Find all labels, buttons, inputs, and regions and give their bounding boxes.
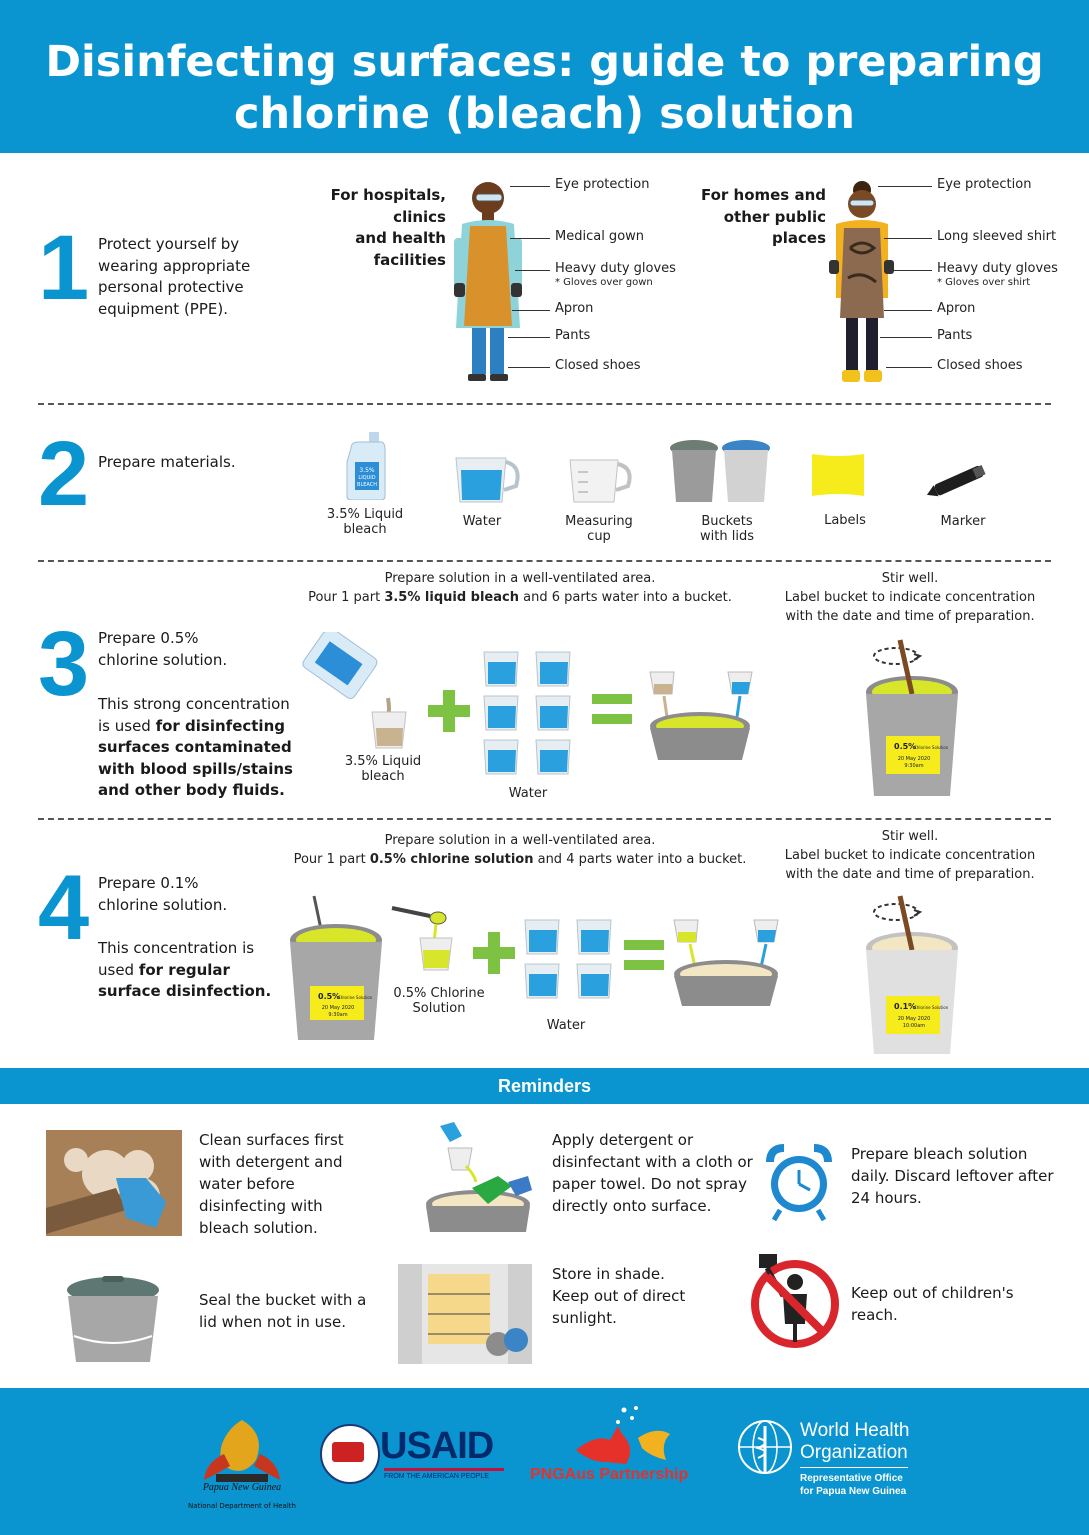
heading-line: and health facilities bbox=[355, 229, 446, 269]
material-label-water: Water bbox=[462, 514, 502, 529]
step3-description-b bbox=[98, 694, 293, 802]
reminder-line: daily. Discard leftover after bbox=[851, 1167, 1054, 1185]
step4-stir-instruction bbox=[772, 827, 1048, 884]
who-line: World Health bbox=[800, 1420, 910, 1441]
step4-description-a bbox=[98, 873, 227, 916]
usaid-text: USAID bbox=[380, 1425, 494, 1467]
step4-solution-label bbox=[386, 986, 492, 1016]
step-number-1: 1 bbox=[38, 217, 90, 319]
heading-line: For hospitals, clinics bbox=[330, 186, 446, 226]
step-number-4: 4 bbox=[38, 857, 90, 959]
step4-description-b bbox=[98, 938, 271, 1003]
ppe-label-apron: Apron bbox=[937, 301, 976, 316]
reminder-line: disinfecting with bbox=[199, 1197, 323, 1215]
material-label-buckets bbox=[682, 514, 772, 544]
reminder-line: Prepare bleach solution bbox=[851, 1145, 1028, 1163]
leader-line bbox=[512, 310, 550, 311]
desc-line: chlorine solution. bbox=[98, 650, 228, 669]
ppe-label-shirt: Long sleeved shirt bbox=[937, 229, 1057, 244]
home-person-figure bbox=[826, 178, 896, 388]
png-dept: National Department of Health bbox=[188, 1502, 296, 1510]
desc-line bbox=[98, 960, 271, 982]
label-line: Measuring bbox=[565, 514, 633, 529]
bottle-text: LIQUID bbox=[358, 475, 376, 481]
who-rule bbox=[800, 1467, 908, 1468]
ppe-label-apron: Apron bbox=[555, 301, 594, 316]
who-line: for Papua New Guinea bbox=[800, 1486, 907, 1497]
desc-line: Prepare 0.5% bbox=[98, 629, 199, 647]
pngaus-kangaroo-bird-icon bbox=[566, 1404, 686, 1468]
leader-line bbox=[884, 238, 932, 239]
reminders-bar bbox=[0, 1068, 1089, 1104]
reminder-prepare-daily bbox=[851, 1143, 1054, 1209]
bucket-label-text: 20 May 2020 bbox=[321, 1005, 355, 1011]
bucket-label-text: Chlorine Solution bbox=[338, 995, 373, 1000]
who-line: Organization bbox=[800, 1442, 908, 1463]
leader-line bbox=[886, 367, 932, 368]
label-line: cup bbox=[587, 529, 611, 544]
step3-bleach-label bbox=[340, 754, 426, 784]
material-label-measuring-cup bbox=[554, 514, 644, 544]
equals-icon bbox=[592, 694, 632, 726]
instruction-text: Pour 1 part bbox=[308, 590, 385, 605]
material-label-labels: Labels bbox=[824, 513, 866, 528]
material-label-bleach bbox=[320, 507, 410, 537]
ppe-label-eye: Eye protection bbox=[555, 177, 650, 192]
bird-of-paradise-icon bbox=[186, 1414, 298, 1486]
ppe-label-pants: Pants bbox=[937, 328, 973, 343]
alarm-clock-icon bbox=[766, 1144, 832, 1222]
bleach-bottle-icon bbox=[345, 432, 387, 500]
label-line: 0.5% Chlorine bbox=[393, 986, 485, 1001]
leader-line bbox=[508, 337, 550, 338]
heading-line: other public places bbox=[723, 207, 826, 247]
desc-bold-line: surface disinfection. bbox=[98, 982, 272, 1000]
usaid-tagline: FROM THE AMERICAN PEOPLE bbox=[384, 1473, 489, 1480]
step1-description bbox=[98, 234, 250, 320]
leader-line bbox=[884, 310, 932, 311]
reminder-line: Clean surfaces first bbox=[199, 1131, 344, 1149]
desc-line bbox=[98, 716, 293, 738]
step3-description-a bbox=[98, 628, 227, 671]
footer-logos bbox=[0, 1388, 1089, 1535]
cleaning-surface-icon bbox=[46, 1130, 182, 1236]
step-number-3: 3 bbox=[38, 613, 90, 715]
instruction-text: and 6 parts water into a bucket. bbox=[518, 590, 732, 605]
bucket-label-text: 0.5% bbox=[894, 742, 917, 751]
reminders-title: Reminders bbox=[497, 1076, 592, 1096]
instruction-line: with the date and time of preparation. bbox=[785, 867, 1035, 882]
usaid-rule bbox=[384, 1468, 504, 1471]
pouring-bleach-icon bbox=[302, 632, 422, 750]
bucket-label-text: Chlorine Solution bbox=[914, 1005, 949, 1010]
label-line: bleach bbox=[343, 522, 387, 537]
reminder-line: 24 hours. bbox=[851, 1189, 922, 1207]
who-office bbox=[800, 1472, 906, 1498]
desc-bold-line: surfaces contaminated bbox=[98, 738, 292, 756]
step3-water-label: Water bbox=[508, 786, 548, 801]
stirred-bucket-0.1-icon bbox=[862, 892, 972, 1058]
ppe-label-pants: Pants bbox=[555, 328, 591, 343]
ladle-cup-icon bbox=[390, 902, 462, 974]
bucket-label-text: 9:30am bbox=[904, 763, 924, 769]
apply-detergent-icon bbox=[422, 1118, 532, 1232]
ppe-label-gloves: Heavy duty gloves bbox=[937, 261, 1058, 276]
instruction-line: Stir well. bbox=[881, 829, 939, 844]
bucket-label-text: 10:00am bbox=[902, 1023, 926, 1029]
bottle-text: 3.5% bbox=[359, 467, 375, 474]
source-bucket-0.5-icon bbox=[286, 890, 390, 1046]
reminder-line: sunlight. bbox=[552, 1309, 617, 1327]
usaid-seal-icon bbox=[320, 1424, 380, 1484]
reminder-line: Apply detergent or bbox=[552, 1131, 694, 1149]
step2-description: Prepare materials. bbox=[98, 453, 236, 471]
storage-shelf-icon bbox=[398, 1264, 532, 1364]
desc-bold-text: for regular bbox=[138, 960, 230, 979]
instruction-text: Pour 1 part bbox=[293, 852, 370, 867]
reminder-apply-detergent bbox=[552, 1129, 753, 1217]
no-children-icon bbox=[749, 1254, 841, 1350]
ppe-label-gloves: Heavy duty gloves bbox=[555, 261, 676, 276]
reminder-line: water before bbox=[199, 1175, 295, 1193]
reminder-line: reach. bbox=[851, 1306, 898, 1324]
ppe-note-gloves-over-gown: * Gloves over gown bbox=[555, 277, 653, 288]
step-number-2: 2 bbox=[38, 423, 90, 525]
section-divider bbox=[38, 818, 1051, 820]
seal-shield bbox=[332, 1442, 364, 1462]
health-worker-figure bbox=[450, 178, 530, 384]
pngaus-wordmark: PNGAus Partnership bbox=[530, 1466, 689, 1483]
sealed-bucket-icon bbox=[64, 1274, 162, 1364]
desc-line: chlorine solution. bbox=[98, 895, 228, 914]
marker-icon bbox=[920, 462, 996, 500]
bucket-label-text: Chlorine Solution bbox=[914, 745, 949, 750]
mixing-bucket-icon bbox=[644, 664, 756, 760]
bucket-label-text: 9:30am bbox=[328, 1012, 348, 1018]
label-line: bleach bbox=[361, 769, 405, 784]
desc-line: Protect yourself by bbox=[98, 235, 240, 253]
instruction-line: Prepare solution in a well-ventilated area. bbox=[384, 571, 656, 586]
bucket-label-text: 0.5% bbox=[318, 992, 341, 1001]
water-jug-icon bbox=[454, 456, 524, 504]
desc-line: wearing appropriate bbox=[98, 256, 251, 275]
leader-line bbox=[878, 186, 932, 187]
bucket-label-text: 20 May 2020 bbox=[897, 1016, 931, 1022]
ppe-label-shoes: Closed shoes bbox=[937, 358, 1023, 373]
page-title-line1: Disinfecting surfaces: guide to preparing bbox=[45, 37, 1044, 87]
instruction-line: Label bucket to indicate concentration bbox=[784, 848, 1036, 863]
mixing-bucket-0.1-icon bbox=[668, 912, 786, 1006]
reminder-line: Seal the bucket with a bbox=[199, 1291, 367, 1309]
plus-icon bbox=[428, 690, 470, 732]
step3-instruction bbox=[300, 569, 740, 607]
desc-line: equipment (PPE). bbox=[98, 299, 228, 318]
bottle-text: BLEACH bbox=[357, 482, 377, 488]
desc-bold-line: with blood spills/stains bbox=[98, 759, 293, 778]
plus-icon bbox=[473, 932, 515, 974]
png-health-logo bbox=[186, 1414, 298, 1524]
ppe-label-shoes: Closed shoes bbox=[555, 358, 641, 373]
reminder-line: bleach solution. bbox=[199, 1219, 318, 1237]
desc-text: is used bbox=[98, 716, 156, 735]
page-title-line2: chlorine (bleach) solution bbox=[233, 89, 856, 139]
material-label-marker: Marker bbox=[940, 514, 986, 529]
ppe-label-gown: Medical gown bbox=[555, 229, 645, 244]
instruction-bold-text: 0.5% chlorine solution bbox=[369, 852, 534, 867]
reminder-clean-first bbox=[199, 1129, 344, 1239]
usaid-wordmark bbox=[380, 1426, 493, 1466]
desc-line: This concentration is bbox=[98, 939, 255, 957]
measuring-cup-icon bbox=[568, 458, 634, 504]
instruction-line: with the date and time of preparation. bbox=[785, 609, 1035, 624]
instruction-text: and 4 parts water into a bucket. bbox=[533, 852, 747, 867]
leader-line bbox=[510, 186, 550, 187]
heading-line: For homes and bbox=[700, 186, 826, 204]
reminder-store-shade bbox=[552, 1263, 685, 1329]
desc-line: personal protective bbox=[98, 278, 244, 296]
reminder-line: paper towel. Do not spray bbox=[552, 1175, 748, 1193]
instruction-line: Stir well. bbox=[881, 571, 939, 586]
hospital-heading bbox=[296, 185, 446, 271]
buckets-with-lids-icon bbox=[668, 438, 774, 504]
instruction-line bbox=[300, 588, 740, 607]
png-name: Papua New Guinea bbox=[202, 1482, 282, 1493]
bucket-label-text: 20 May 2020 bbox=[897, 756, 931, 762]
equals-icon bbox=[624, 940, 664, 972]
desc-line: This strong concentration bbox=[98, 695, 290, 713]
instruction-line: Prepare solution in a well-ventilated area. bbox=[384, 833, 656, 848]
stirred-bucket-0.5-icon bbox=[862, 636, 972, 802]
reminder-line: Store in shade. bbox=[552, 1265, 665, 1283]
label-line: 3.5% Liquid bbox=[326, 507, 404, 522]
water-jugs-4-icon bbox=[521, 918, 621, 1002]
leader-line bbox=[890, 270, 932, 271]
section-divider bbox=[38, 560, 1051, 562]
step3-stir-instruction bbox=[772, 569, 1048, 626]
leader-line bbox=[515, 270, 550, 271]
ppe-label-eye: Eye protection bbox=[937, 177, 1032, 192]
reminder-line: disinfectant with a cloth or bbox=[552, 1153, 753, 1171]
labels-icon bbox=[808, 452, 868, 498]
who-line: Representative Office bbox=[800, 1473, 903, 1484]
desc-bold-text: for disinfecting bbox=[155, 716, 285, 735]
who-wordmark bbox=[800, 1420, 909, 1464]
desc-text: used bbox=[98, 960, 139, 979]
label-line: with lids bbox=[700, 529, 754, 544]
leader-line bbox=[880, 337, 932, 338]
reminder-line: Keep out of direct bbox=[552, 1287, 686, 1305]
ppe-note-gloves-over-shirt: * Gloves over shirt bbox=[937, 277, 1031, 288]
desc-bold-line: and other body fluids. bbox=[98, 781, 285, 799]
bucket-label-text: 0.1% bbox=[894, 1002, 917, 1011]
label-line: Buckets bbox=[701, 514, 753, 529]
reminder-line: directly onto surface. bbox=[552, 1197, 712, 1215]
instruction-line: Label bucket to indicate concentration bbox=[784, 590, 1036, 605]
reminder-line: with detergent and bbox=[199, 1153, 343, 1171]
reminder-seal-bucket bbox=[199, 1289, 366, 1333]
home-heading bbox=[676, 185, 826, 250]
reminder-keep-from-children bbox=[851, 1282, 1014, 1326]
section-divider bbox=[38, 403, 1051, 405]
leader-line bbox=[510, 238, 550, 239]
step4-water-label: Water bbox=[546, 1018, 586, 1033]
label-line: Solution bbox=[412, 1001, 466, 1016]
desc-line: Prepare 0.1% bbox=[98, 874, 199, 892]
instruction-line bbox=[290, 850, 750, 869]
label-line: 3.5% Liquid bbox=[344, 754, 422, 769]
reminder-line: Keep out of children's bbox=[851, 1284, 1014, 1302]
who-emblem-icon bbox=[736, 1418, 794, 1476]
leader-line bbox=[508, 367, 550, 368]
header-banner bbox=[0, 0, 1089, 153]
water-jugs-6-icon bbox=[480, 650, 580, 776]
reminder-line: lid when not in use. bbox=[199, 1313, 346, 1331]
step4-instruction bbox=[290, 831, 750, 869]
instruction-bold-text: 3.5% liquid bleach bbox=[384, 590, 519, 605]
